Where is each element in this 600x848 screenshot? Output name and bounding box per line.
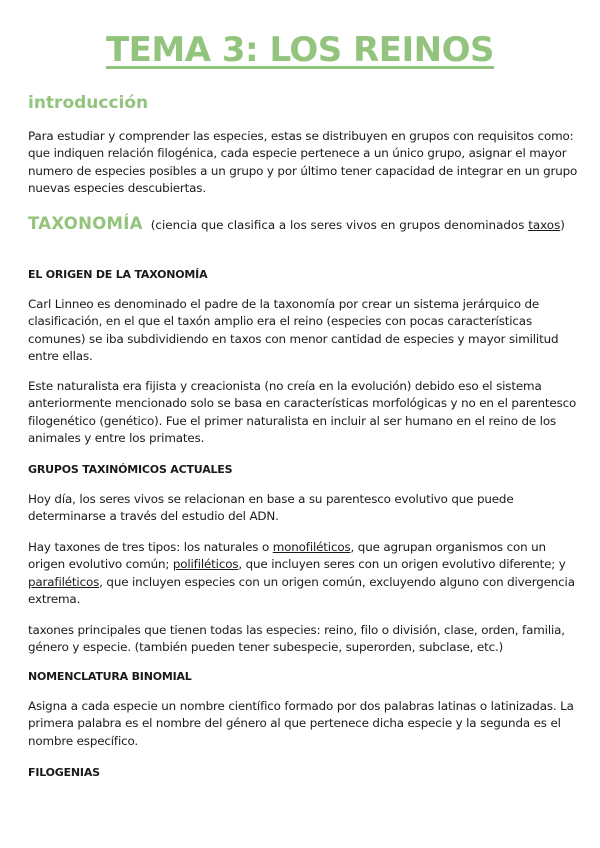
page-title: TEMA 3: LOS REINOS [105,30,495,70]
taxos-term: taxos [528,218,561,232]
monofileticos-term: monofiléticos [272,540,351,554]
origen-paragraph-1: Carl Linneo es denominado el padre de la taxonomía por crear un sistema jerárquico de clasificación, en el que el taxón amplio era el reino (especies con pocas características comunes) se iba subdividiendo en taxos con menor cantidad de especies y mayor similitud entre ellas. [28,297,559,363]
origen-heading: EL ORIGEN DE LA TAXONOMÍA [28,268,208,281]
intro-paragraph: Para estudiar y comprender las especies, estas se distribuyen en grupos con requisitos como: que indiquen relación filogénica, cada especie pertenece a un único grupo, asignar el mayor numero de especies posibles a un grupo y por último tener capacidad de integrar en un grupo nuevas especies descubiertas. [28,129,578,195]
taxonomia-description-end: ) [560,218,565,232]
taxonomia-description: (ciencia que clasifica a los seres vivos en grupos denominados [150,218,529,232]
intro-heading: introducción [28,93,149,113]
filogenias-heading: FILOGENIAS [28,766,100,779]
grupos-paragraph-3: taxones principales que tienen todas las especies: reino, filo o división, clase, orden, familia, género y especie. (también pueden tener subespecie, superorden, subclase, etc.) [28,623,565,655]
polifileticos-term: polifiléticos [172,557,239,572]
nomenclatura-heading: NOMENCLATURA BINOMIAL [28,670,192,683]
parafileticos-term: parafiléticos [28,574,100,589]
nomenclatura-paragraph: Asigna a cada especie un nombre científico formado por dos palabras latinas o latinizadas. La primera palabra es el nombre del género al que pertenece dicha especie y la segunda es el nombre específico. [28,699,574,748]
grupos-heading: GRUPOS TAXINÓMICOS ACTUALES [28,463,233,476]
grupos-paragraph-2: Hay taxones de tres tipos: los naturales o monofiléticos, que agrupan organismos con un origen evolutivo común; polifiléticos, que incluyen seres con un origen evolutivo diferente; y parafiléticos, que incluyen especies con un origen común, excluyendo alguno con divergencia extrema. [28,540,575,606]
grupos-paragraph-1: Hoy día, los seres vivos se relacionan en base a su parentesco evolutivo que puede determinarse a través del estudio del ADN. [28,492,514,524]
taxonomia-line [28,214,578,235]
taxonomia-heading: TAXONOMÍA [28,214,143,233]
origen-paragraph-2: Este naturalista era fijista y creacionista (no creía en la evolución) debido eso el sistema anteriormente mencionado solo se basa en características morfológicas y no en el parentesco filogenético (genético). Fue el primer naturalista en incluir al ser humano en el reino de los animales y entre los primates. [28,379,577,445]
